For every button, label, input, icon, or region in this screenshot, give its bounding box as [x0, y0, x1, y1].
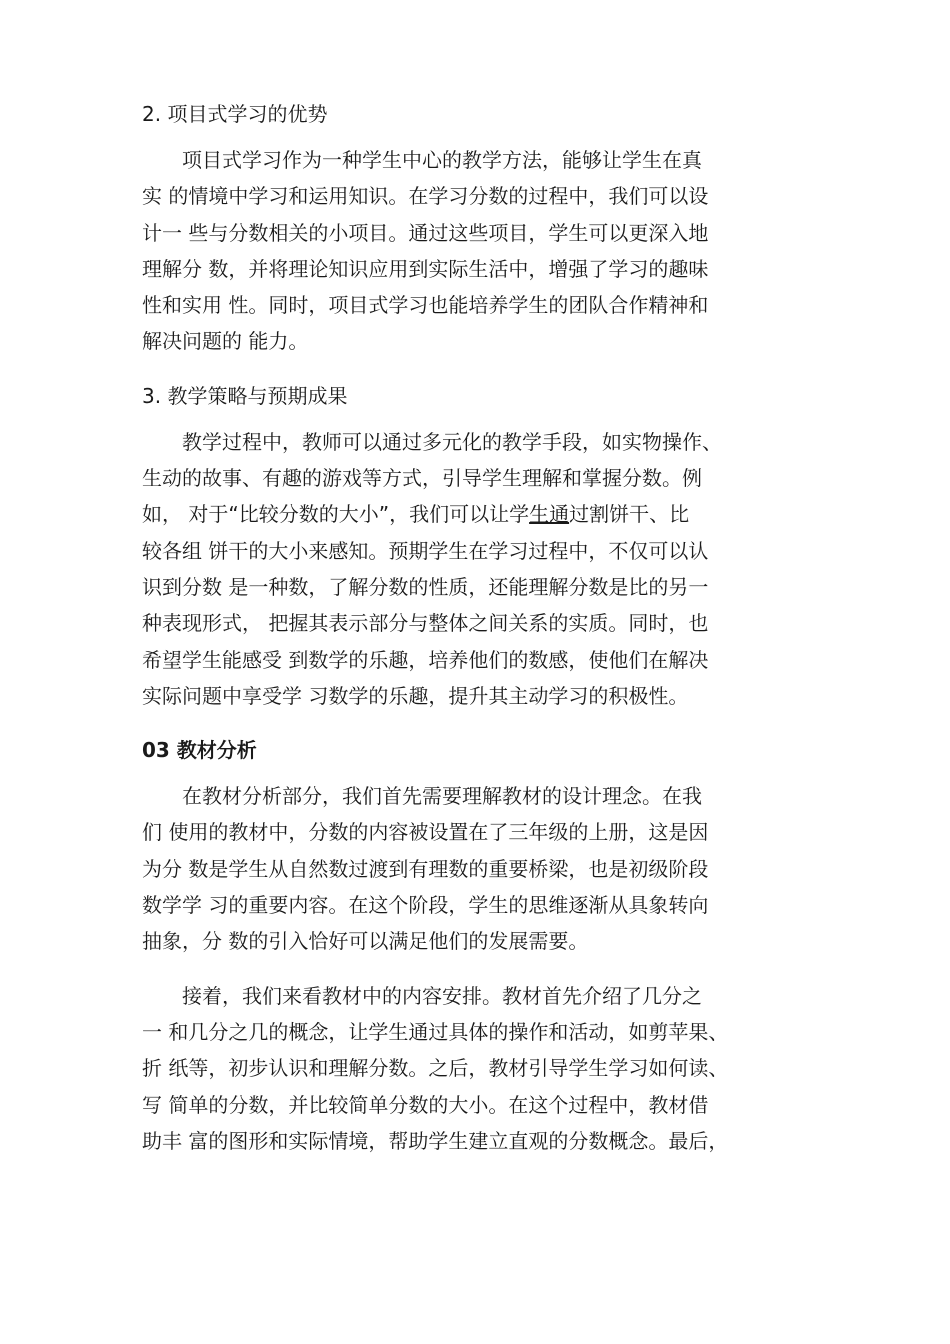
- text-line: 实际问题中享受学 习数学的乐趣，提升其主动学习的积极性。: [142, 683, 689, 708]
- text-line: 折 纸等，初步认识和理解分数。之后，教材引导学生学习如何读、: [142, 1056, 729, 1081]
- text-line: 种表现形式， 把握其表示部分与整体之间关系的实质。同时，也: [142, 611, 709, 636]
- text-line: 性和实用 性。同时，项目式学习也能培养学生的团队合作精神和: [142, 293, 709, 318]
- text-line: 实 的情境中学习和运用知识。在学习分数的过程中，我们可以设: [142, 184, 709, 209]
- underlined-text: 生通: [529, 502, 570, 527]
- text-segment: 如， 对于“比较分数的大小”，我们可以让学: [142, 502, 530, 527]
- text-line: 在教材分析部分，我们首先需要理解教材的设计理念。在我: [142, 784, 702, 809]
- text-line: 希望学生能感受 到数学的乐趣，培养他们的数感，使他们在解决: [142, 647, 709, 672]
- paragraph-textbook-design: [142, 778, 832, 959]
- text-line: 识到分数 是一种数，了解分数的性质，还能理解分数是比的另一: [142, 574, 709, 599]
- text-line: 们 使用的教材中，分数的内容被设置在了三年级的上册，这是因: [142, 820, 709, 845]
- text-line: 抽象，分 数的引入恰好可以满足他们的发展需要。: [142, 929, 589, 954]
- text-line: 项目式学习作为一种学生中心的教学方法，能够让学生在真: [142, 148, 702, 172]
- text-line: 数学学 习的重要内容。在这个阶段，学生的思维逐渐从具象转向: [142, 893, 709, 918]
- text-segment: 过割饼干、比: [569, 502, 690, 527]
- paragraph-project-learning: [142, 142, 832, 360]
- section-heading-teaching-strategy: 3. 教学策略与预期成果: [142, 383, 348, 408]
- text-line: 接着，我们来看教材中的内容安排。教材首先介绍了几分之: [142, 983, 702, 1008]
- text-line-with-underline: [142, 496, 832, 532]
- section-heading-textbook-analysis: 03 教材分析: [142, 738, 257, 763]
- paragraph-teaching-strategy: [142, 424, 832, 714]
- text-line: 解决问题的 能力。: [142, 329, 309, 354]
- text-line: 生动的故事、有趣的游戏等方式，引导学生理解和掌握分数。例: [142, 466, 702, 491]
- text-line: 为分 数是学生从自然数过渡到有理数的重要桥梁，也是初级阶段: [142, 856, 709, 881]
- text-line: 计一 些与分数相关的小项目。通过这些项目，学生可以更深入地: [142, 220, 709, 245]
- text-line: 写 简单的分数，并比较简单分数的大小。在这个过程中，教材借: [142, 1092, 709, 1117]
- text-line: 较各组 饼干的大小来感知。预期学生在学习过程中，不仅可以认: [142, 538, 709, 563]
- section-heading-project-learning: 2. 项目式学习的优势: [142, 102, 328, 126]
- text-line: 教学过程中，教师可以通过多元化的教学手段，如实物操作、: [142, 429, 722, 454]
- text-line: 理解分 数，并将理论知识应用到实际生活中，增强了学习的趣味: [142, 256, 709, 281]
- document-page: [142, 96, 832, 1177]
- text-line: 助丰 富的图形和实际情境，帮助学生建立直观的分数概念。最后，: [142, 1128, 729, 1153]
- paragraph-textbook-content: [142, 978, 832, 1159]
- text-line: 一 和几分之几的概念，让学生通过具体的操作和活动，如剪苹果、: [142, 1019, 729, 1044]
